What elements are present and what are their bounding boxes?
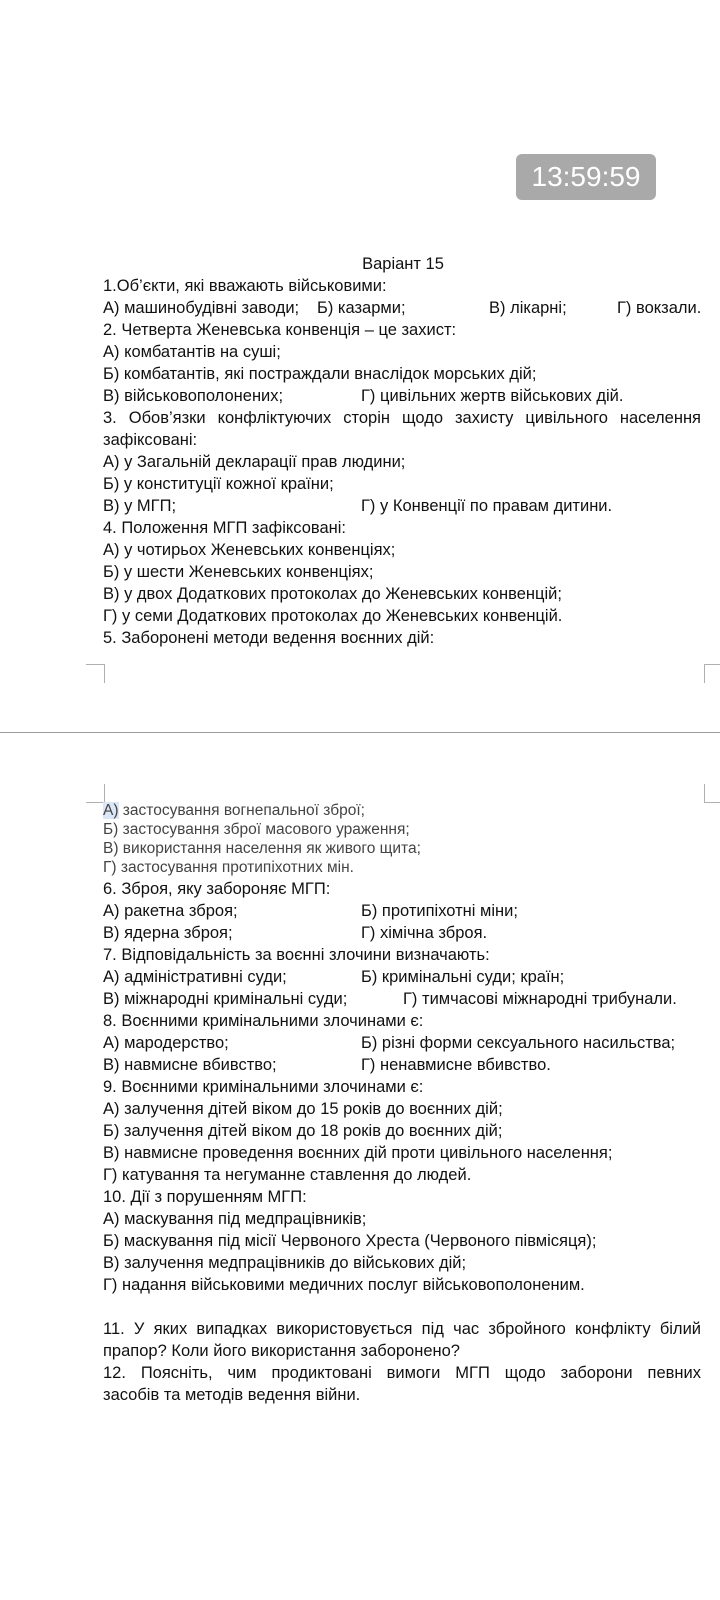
question-4-option-a: А) у чотирьох Женевських конвенціях; [103, 541, 396, 559]
question-2-option-c: В) військовополонених; [103, 387, 284, 405]
question-12-line-2: засобів та методів ведення війни. [103, 1386, 361, 1404]
question-5-option-d: Г) застосування протипіхотних мін. [103, 859, 354, 876]
question-2-option-a: А) комбатантів на суші; [103, 343, 281, 361]
question-5: 5. Заборонені методи ведення воєнних дій: [103, 629, 435, 647]
question-7-option-c: В) міжнародні кримінальні суди; [103, 990, 348, 1008]
question-4-option-d: Г) у семи Додаткових протоколах до Женевських конвенцій. [103, 607, 563, 625]
question-10-option-d: Г) надання військовими медичних послуг військовополоненим. [103, 1276, 585, 1294]
question-7: 7. Відповідальність за воєнні злочини визначають: [103, 946, 490, 964]
question-2-option-d: Г) цивільних жертв військових дій. [361, 387, 624, 405]
question-6-option-c: В) ядерна зброя; [103, 924, 233, 942]
question-9-option-c: В) навмисне проведення воєнних дій проти цивільного населення; [103, 1144, 613, 1162]
question-10-option-b: Б) маскування під місії Червоного Хреста (Червоного півмісяця); [103, 1232, 597, 1250]
question-9-option-d: Г) катування та негуманне ставлення до людей. [103, 1166, 472, 1184]
question-9-option-a: А) залучення дітей віком до 15 років до воєнних дій; [103, 1100, 503, 1118]
question-4-option-c: В) у двох Додаткових протоколах до Женевських конвенцій; [103, 585, 562, 603]
question-11-line-1: 11. У яких випадках використовується під час збройного конфлікту білий [103, 1320, 701, 1338]
question-3-option-c: В) у МГП; [103, 497, 177, 515]
question-5-option-a [103, 801, 365, 820]
question-9-option-b: Б) залучення дітей віком до 18 років до воєнних дій; [103, 1122, 503, 1140]
question-5-option-b: Б) застосування зброї масового ураження; [103, 821, 410, 838]
question-10-option-a: А) маскування під медпрацівників; [103, 1210, 367, 1228]
question-10-option-c: В) залучення медпрацівників до військових дій; [103, 1254, 467, 1272]
question-4-option-b: Б) у шести Женевських конвенціях; [103, 563, 374, 581]
countdown-timer: 13:59:59 [516, 154, 656, 200]
question-6-option-d: Г) хімічна зброя. [361, 924, 488, 942]
question-2-option-b: Б) комбатантів, які постраждали внаслідок морських дій; [103, 365, 537, 383]
question-1-option-d: Г) вокзали. [617, 299, 702, 317]
question-3-option-d: Г) у Конвенції по правам дитини. [361, 497, 613, 515]
question-8-option-c: В) навмисне вбивство; [103, 1056, 277, 1074]
question-10: 10. Дії з порушенням МГП: [103, 1188, 307, 1206]
question-6-option-b: Б) протипіхотні міни; [361, 902, 518, 920]
page-corner-mark [86, 664, 105, 683]
page-break-divider [0, 732, 720, 733]
question-1-option-c: В) лікарні; [489, 299, 567, 317]
question-7-option-d: Г) тимчасові міжнародні трибунали. [403, 990, 677, 1008]
page-corner-mark [704, 664, 720, 683]
question-8-option-d: Г) ненавмисне вбивство. [361, 1056, 551, 1074]
question-5-option-a-text: застосування вогнепальної зброї; [118, 802, 365, 819]
question-4: 4. Положення МГП зафіксовані: [103, 519, 347, 537]
question-9: 9. Воєнними кримінальними злочинами є: [103, 1078, 424, 1096]
question-8: 8. Воєнними кримінальними злочинами є: [103, 1012, 424, 1030]
question-3-option-b: Б) у конституції кожної країни; [103, 475, 334, 493]
question-1-option-b: Б) казарми; [317, 299, 406, 317]
question-5-option-c: В) використання населення як живого щита; [103, 840, 421, 857]
question-7-option-b: Б) кримінальні суди; країн; [361, 968, 565, 986]
variant-title: Варіант 15 [362, 255, 444, 273]
question-3-option-a: А) у Загальній декларації прав людини; [103, 453, 406, 471]
question-8-option-b: Б) різні форми сексуального насильства; [361, 1034, 676, 1052]
question-2: 2. Четверта Женевська конвенція – це захист: [103, 321, 457, 339]
question-6-option-a: А) ракетна зброя; [103, 902, 238, 920]
question-1: 1.Об’єкти, які вважають військовими: [103, 277, 387, 295]
question-8-option-a: А) мародерство; [103, 1034, 229, 1052]
page-corner-mark [704, 784, 720, 803]
question-3-line-1: 3. Обов’язки конфліктуючих сторін щодо захисту цивільного населення [103, 409, 701, 427]
question-12-line-1: 12. Поясніть, чим продиктовані вимоги МГП щодо заборони певних [103, 1364, 701, 1382]
question-1-option-a: А) машинобудівні заводи; [103, 299, 300, 317]
question-11-line-2: прапор? Коли його використання заборонено? [103, 1342, 460, 1360]
text-cursor-selection[interactable]: А) [103, 802, 119, 819]
question-6: 6. Зброя, яку забороняє МГП: [103, 880, 331, 898]
question-3-line-2: зафіксовані: [103, 431, 198, 449]
question-7-option-a: А) адміністративні суди; [103, 968, 287, 986]
